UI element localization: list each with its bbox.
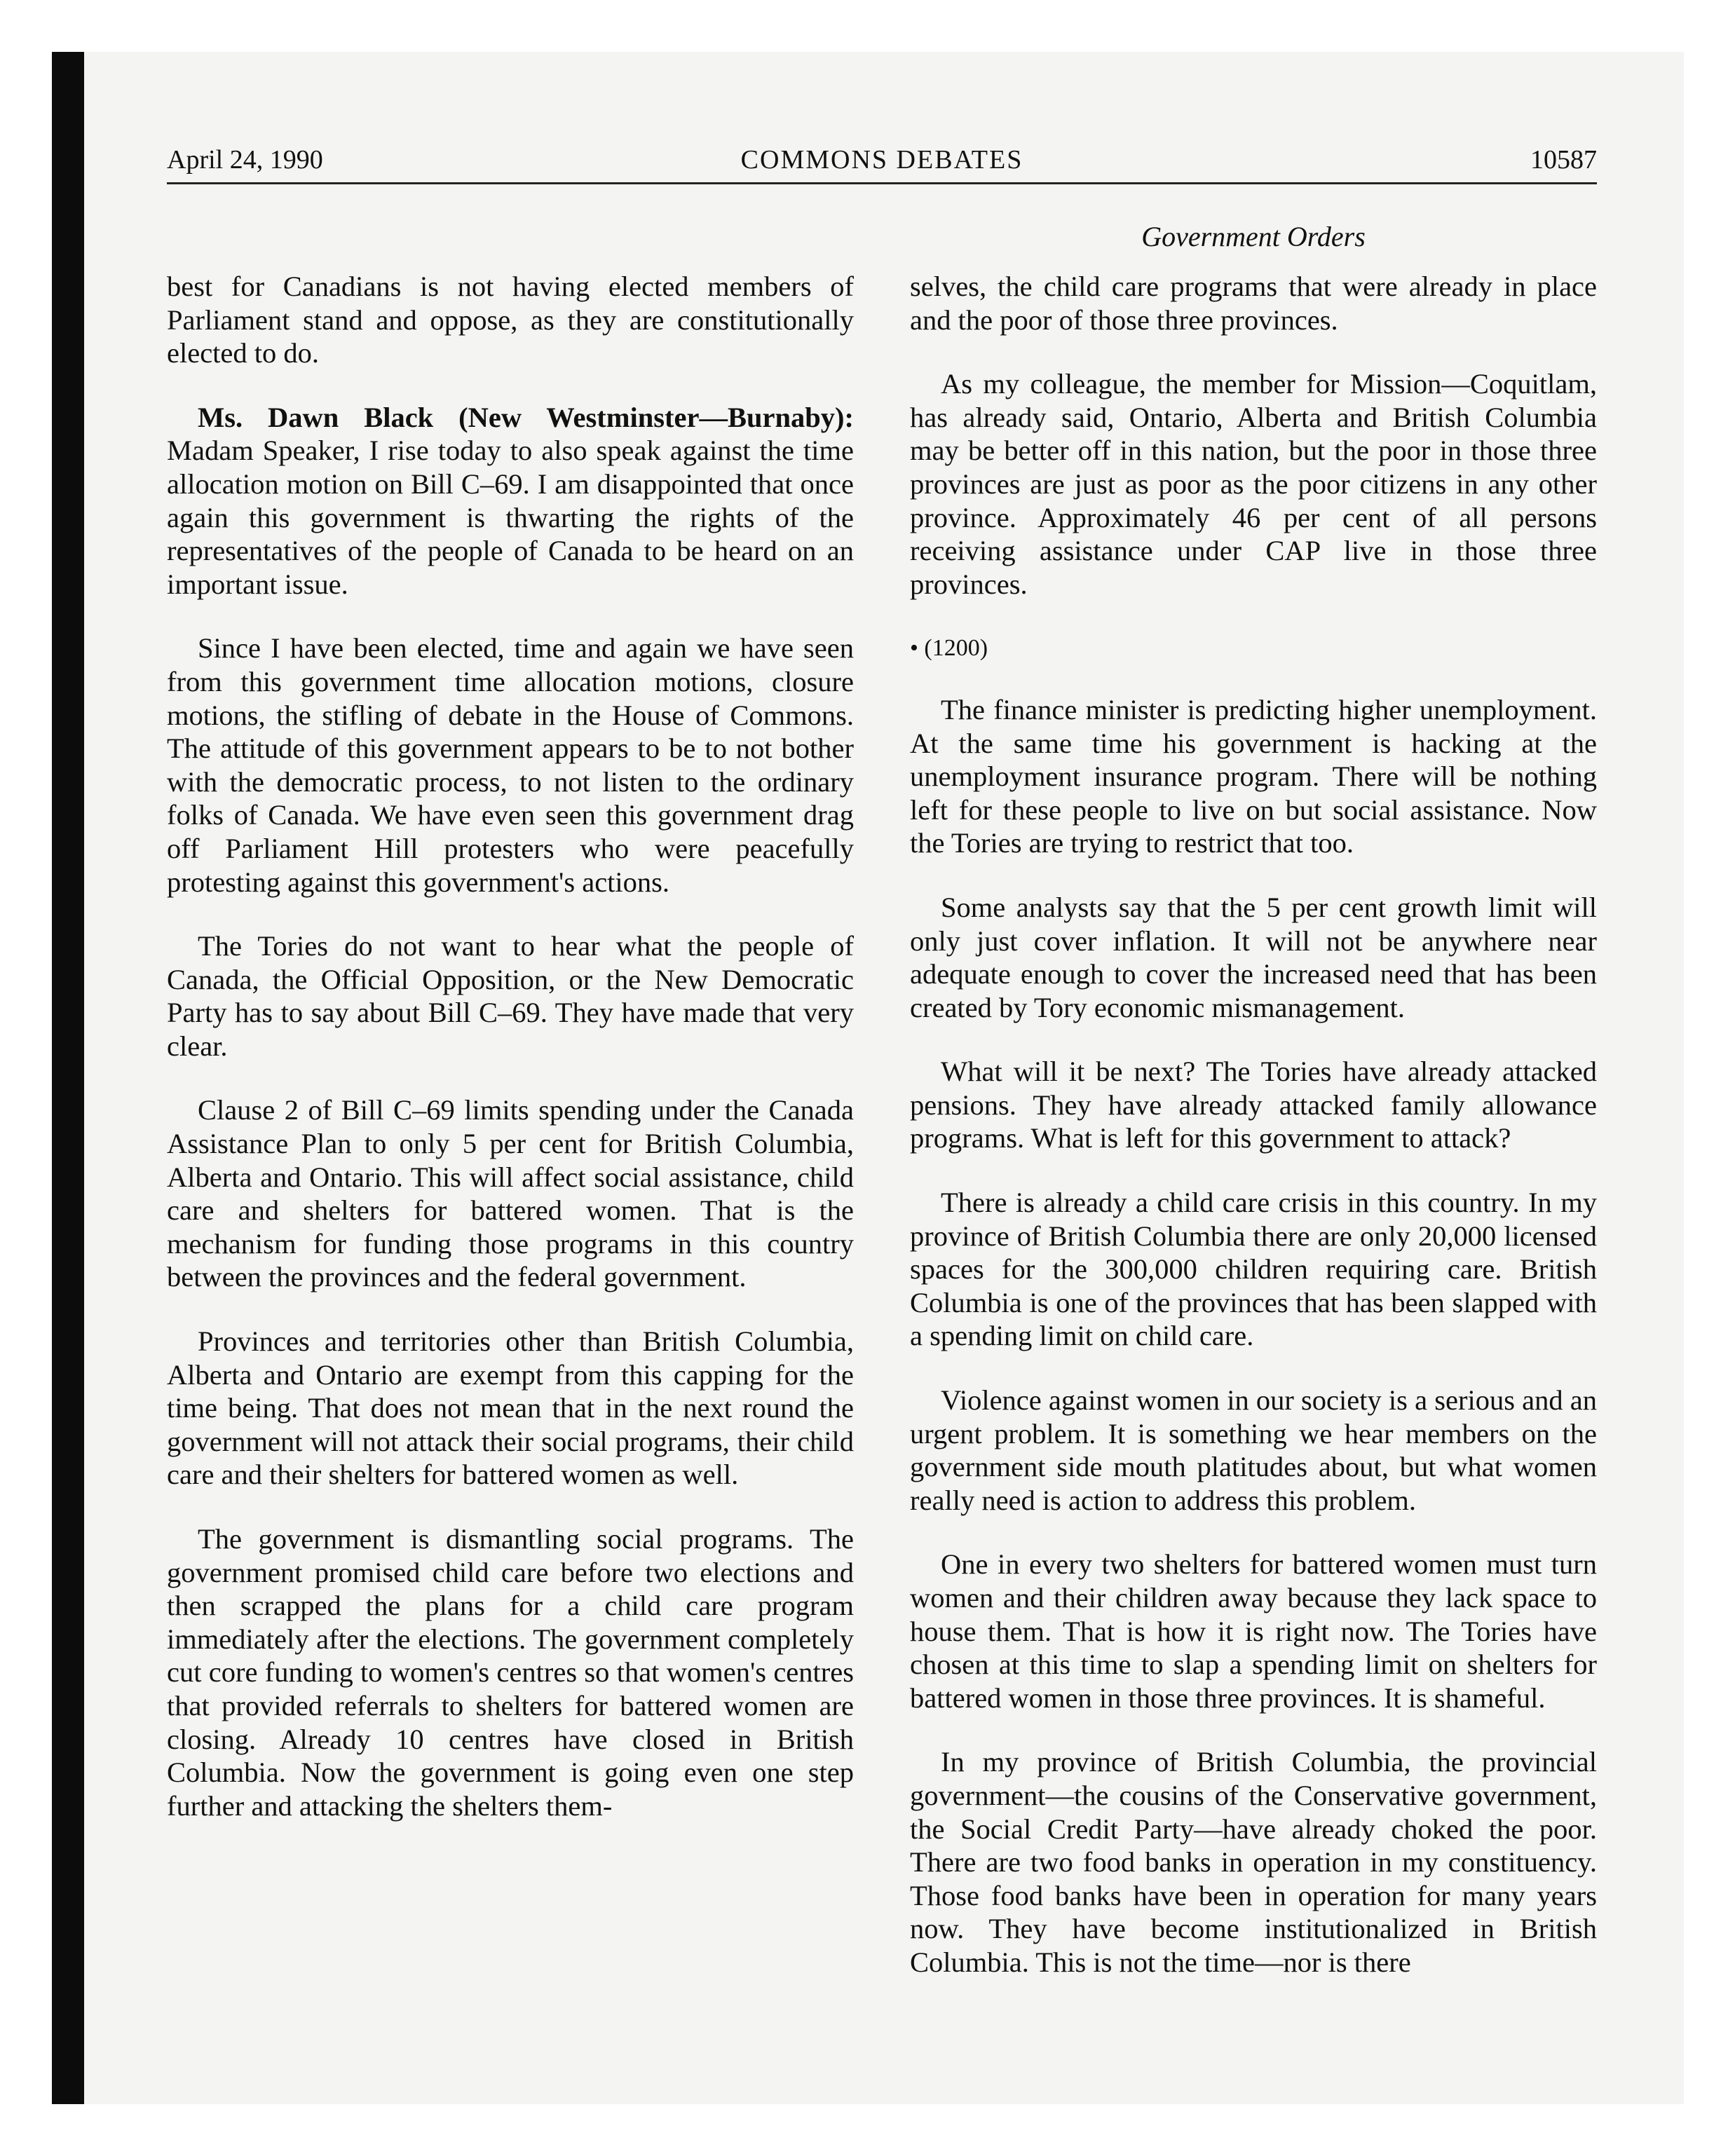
paragraph: Since I have been elected, time and again we have seen from this government time allocation motions, closure motions, the stifling of debate in the House of Commons. The attitude of this government appears to be to not bother with the democratic process, to not listen to the ordinary folks of Canada. We have even seen this government drag off Parliament Hill protesters who were peacefully protesting against this government's actions. (167, 632, 854, 898)
running-header (167, 139, 1597, 181)
header-page-number: 10587 (1530, 145, 1597, 175)
paragraph-speech-start (167, 401, 854, 601)
paragraph: There is already a child care crisis in this country. In my province of British Columbia there are only 20,000 licensed spaces for the 300,000 children requiring care. British Columbia is one of the provinces that has been slapped with a spending limit on child care. (910, 1187, 1597, 1352)
paragraph: Violence against women in our society is a serious and an urgent problem. It is something we hear members on the government side mouth platitudes about, but what women really need is action to address this problem. (910, 1384, 1597, 1516)
paragraph: best for Canadians is not having elected members of Parliament stand and oppose, as they are constitutionally elected to do. (167, 271, 854, 369)
paragraph: One in every two shelters for battered women must turn women and their children away because they lack space to house them. That is how it is right now. The Tories have chosen at this time to slap a spending limit on shelters for battered women in those three provinces. It is shameful. (910, 1548, 1597, 1714)
time-marker: • (1200) (910, 635, 988, 662)
paragraph: selves, the child care programs that were already in place and the poor of those three provinces. (910, 271, 1597, 336)
header-rule (167, 182, 1597, 184)
speech-text: Madam Speaker, I rise today to also speak against the time allocation motion on Bill C–69. I am disappointed that once again this government is thwarting the rights of the representatives of the people of Canada to be heard on an important issue. (167, 435, 854, 600)
header-date: April 24, 1990 (167, 145, 323, 175)
right-column (910, 270, 1597, 2010)
section-heading: Government Orders (1141, 221, 1366, 252)
paragraph: The finance minister is predicting higher unemployment. At the same time his government is hacking at the unemployment insurance program. There will be nothing left for these people to live on but social assistance. Now the Tories are trying to restrict that too. (910, 693, 1597, 859)
paragraph: In my province of British Columbia, the provincial government—the cousins of the Conservative government, the Social Credit Party—have already choked the poor. There are two food banks in operation in my constituency. Those food banks have been in operation for many years now. They have become institutionalized in British Columbia. This is not the time—nor is there (910, 1746, 1597, 1978)
paragraph: The government is dismantling social programs. The government promised child care before two elections and then scrapped the plans for a child care program immediately after the elections. The government completely cut core funding to women's centres so that women's centres that provided referrals to shelters for battered women are closing. Already 10 centres have closed in British Columbia. Now the government is going even one step further and attacking the shelters them- (167, 1523, 854, 1822)
speaker-name: Ms. Dawn Black (New Westminster—Burnaby): (198, 401, 854, 433)
paragraph: Clause 2 of Bill C–69 limits spending under the Canada Assistance Plan to only 5 per cent for British Columbia, Alberta and Ontario. This will affect social assistance, child care and shelters for battered women. That is the mechanism for funding those programs in this country between the provinces and the federal government. (167, 1094, 854, 1293)
paragraph: What will it be next? The Tories have already attacked pensions. They have already attacked family allowance programs. What is left for this government to attack? (910, 1056, 1597, 1154)
scan-edge-shadow (52, 52, 84, 2104)
header-title: COMMONS DEBATES (740, 145, 1023, 175)
paragraph: Some analysts say that the 5 per cent growth limit will only just cover inflation. It will not be anywhere near adequate enough to cover the increased need that has been created by Tory economic mismanagement. (910, 891, 1597, 1023)
paragraph: The Tories do not want to hear what the people of Canada, the Official Opposition, or the New Democratic Party has to say about Bill C–69. They have made that very clear. (167, 930, 854, 1062)
document-page (167, 0, 1597, 2156)
left-column (167, 270, 854, 1853)
paragraph: As my colleague, the member for Mission—Coquitlam, has already said, Ontario, Alberta and British Columbia may be better off in this nation, but the poor in those three provinces are just as poor as the poor citizens in any other province. Approximately 46 per cent of all persons receiving assistance under CAP live in those three provinces. (910, 368, 1597, 600)
paragraph: Provinces and territories other than British Columbia, Alberta and Ontario are exempt from this capping for the time being. That does not mean that in the next round the government will not attack their social programs, their child care and their shelters for battered women as well. (167, 1325, 854, 1491)
